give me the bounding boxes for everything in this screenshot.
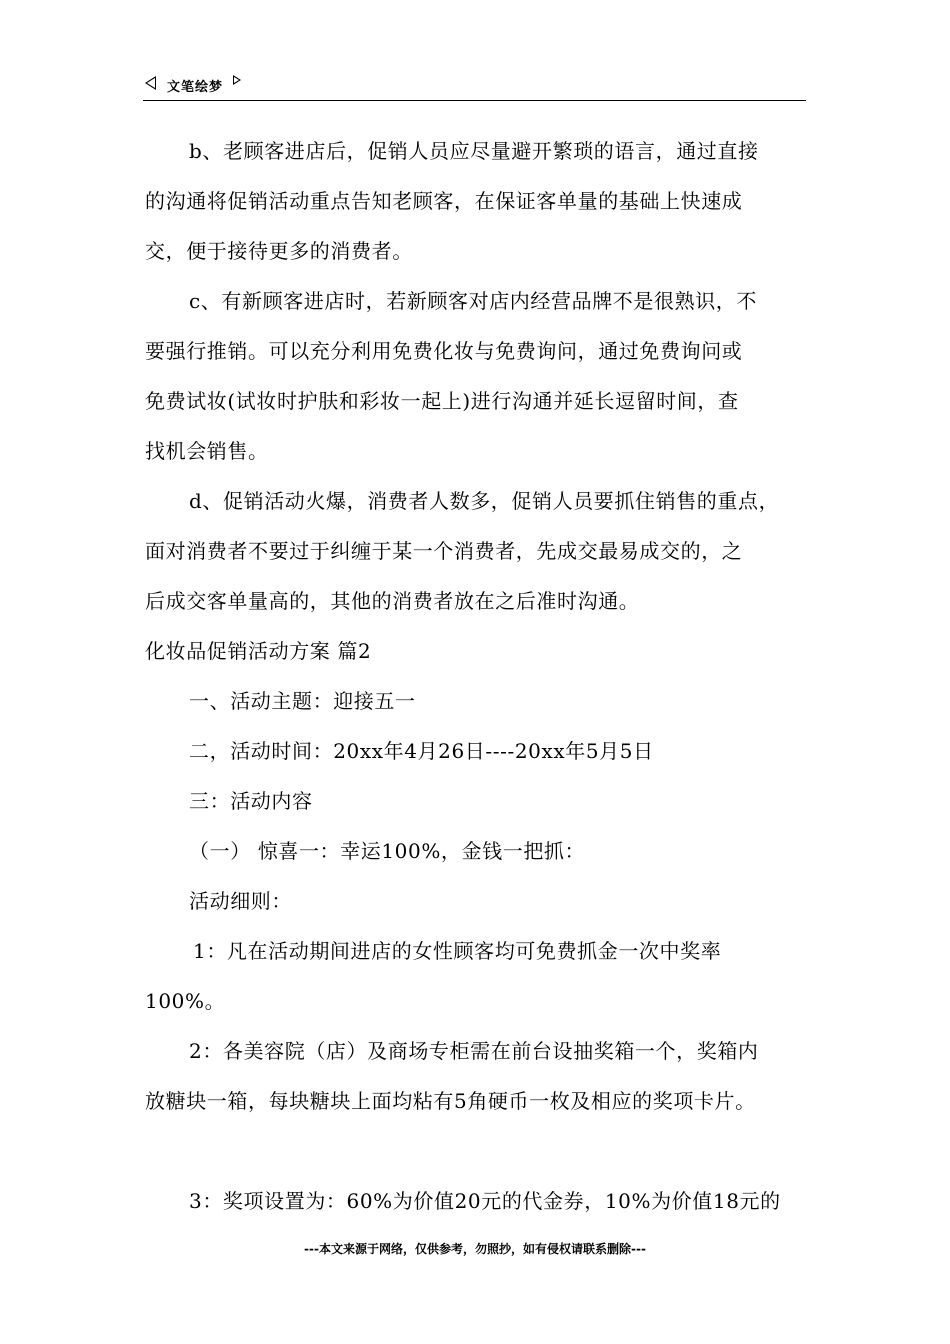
paragraph-line: （一） 惊喜一：幸运100%，金钱一把抓：: [189, 839, 586, 863]
paragraph-line: 活动细则：: [189, 889, 292, 913]
section-heading: 化妆品促销活动方案 篇2: [145, 639, 372, 663]
paragraph-line: 找机会销售。: [145, 439, 269, 463]
paragraph-line: 的沟通将促销活动重点告知老顾客，在保证客单量的基础上快速成: [145, 189, 743, 213]
paragraph-line: d、促销活动火爆，消费者人数多，促销人员要抓住销售的重点，: [189, 489, 780, 513]
paragraph-line: 要强行推销。可以充分利用免费化妆与免费询问，通过免费询问或: [145, 339, 743, 363]
paragraph-line: 免费试妆(试妆时护肤和彩妆一起上)进行沟通并延长逗留时间，查: [145, 389, 739, 413]
paragraph-line: 1：凡在活动期间进店的女性顾客均可免费抓金一次中奖率: [193, 939, 722, 963]
paragraph-line: 放糖块一箱，每块糖块上面均粘有5角硬币一枚及相应的奖项卡片。: [145, 1089, 756, 1113]
paragraph-line: 三：活动内容: [189, 789, 313, 813]
right-triangle-icon: [233, 75, 241, 85]
paragraph-line: c、有新顾客进店时，若新顾客对店内经营品牌不是很熟识，不: [189, 289, 758, 313]
page-header: [143, 70, 806, 101]
paragraph-line: 一、活动主题：迎接五一: [189, 689, 416, 713]
header-brand: 文笔绘梦: [167, 80, 224, 95]
paragraph-line: 100%。: [145, 989, 226, 1013]
paragraph-line: 面对消费者不要过于纠缠于某一个消费者，先成交最易成交的，之: [145, 539, 743, 563]
paragraph-line: 二，活动时间：20xx年4月26日----20xx年5月5日: [189, 739, 654, 763]
paragraph-line: 后成交客单量高的，其他的消费者放在之后准时沟通。: [145, 589, 640, 613]
paragraph-line: 3：奖项设置为：60%为价值20元的代金券，10%为价值18元的: [189, 1189, 781, 1213]
paragraph-line: 2：各美容院（店）及商场专柜需在前台设抽奖箱一个，奖箱内: [189, 1039, 759, 1063]
paragraph-line: 交，便于接待更多的消费者。: [145, 239, 413, 263]
blank-line: [145, 1126, 807, 1176]
left-triangle-icon: [145, 76, 156, 90]
page-footer: ---本文来源于网络，仅供参考，勿照抄，如有侵权请联系删除---: [304, 1242, 646, 1256]
document-body: [145, 126, 807, 1226]
paragraph-line: b、老顾客进店后，促销人员应尽量避开繁琐的语言，通过直接: [189, 139, 759, 163]
